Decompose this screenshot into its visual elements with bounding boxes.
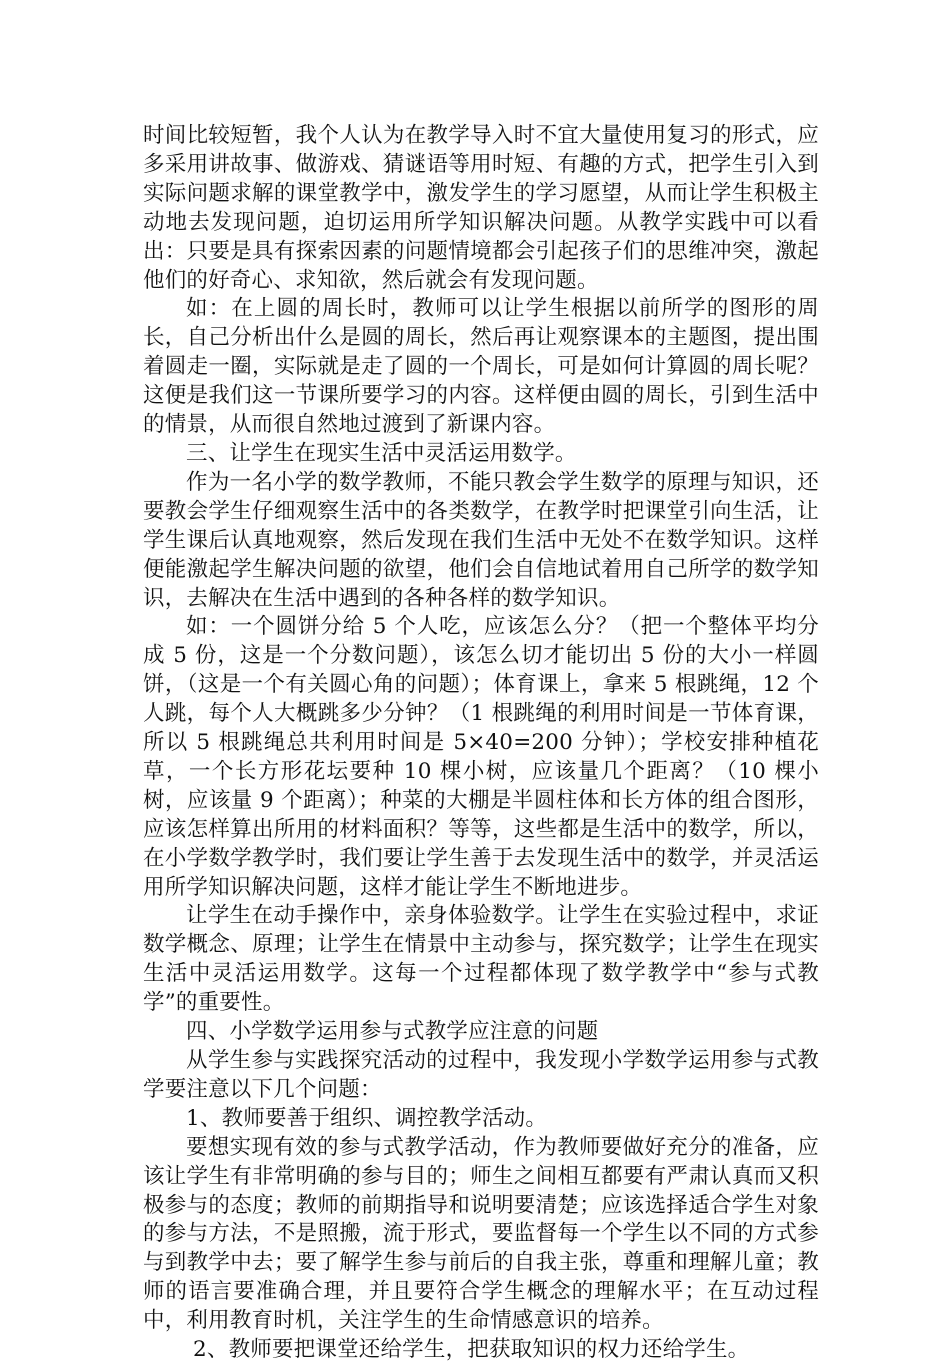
paragraph-preparation: 要想实现有效的参与式教学活动，作为教师要做好充分的准备，应该让学生有非常明确的参与目的；师生之间相互都要有严肃认真而又积极参与的态度；教师的前期指导和说明要清楚；应该选择适合学生对象的参与方法，不是照搬，流于形式，要监督每一个学生以不同的方式参与到教学中去；要了解学生参与前后的自我主张，尊重和理解儿童；教师的语言要准确合理，并且要符合学生概念的理解水平；在互动过程中，利用教育时机，关注学生的生命情感意识的培养。: [143, 1134, 819, 1334]
paragraph-continuation: 时间比较短暂，我个人认为在教学导入时不宜大量使用复习的形式，应多采用讲故事、做游戏、猜谜语等用时短、有趣的方式，把学生引入到实际问题求解的课堂教学中，激发学生的学习愿望，从而让学生积极主动地去发现问题，迫切运用所学知识解决问题。从教学实践中可以看出：只要是具有探索因素的问题情境都会引起孩子们的思维冲突，激起他们的好奇心、求知欲，然后就会有发现问题。: [143, 123, 819, 293]
paragraph-examples-life: 如：一个圆饼分给 5 个人吃，应该怎么分？（把一个整体平均分成 5 份，这是一个分数问题），该怎么切才能切出 5 份的大小一样圆饼，（这是一个有关圆心角的问题）；体育课上，拿来 5 根跳绳，12 个人跳，每个人大概跳多少分钟？（1 根跳绳的利用时间是一节体育课，所以 5 根跳绳总共利用时间是 5×40=200 分钟）；学校安排种植花草，一个长方形花坛要种 10 棵小树，应该量几个距离？（10 棵小树，应该量 9 个距离）；种菜的大棚是半圆柱体和长方体的组合图形，应该怎样算出所用的材料面积？等等，这些都是生活中的数学，所以，在小学数学教学时，我们要让学生善于去发现生活中的数学，并灵活运用所学知识解决问题，这样才能让学生不断地进步。: [143, 614, 819, 900]
subheading-one: 1、教师要善于组织、调控教学活动。: [186, 1105, 548, 1131]
paragraph-intro-issues: 从学生参与实践探究活动的过程中，我发现小学数学运用参与式教学要注意以下几个问题：: [143, 1048, 819, 1102]
subheading-two: 2、教师要把课堂还给学生，把获取知识的权力还给学生。: [193, 1337, 750, 1363]
section-heading-three: 三、让学生在现实生活中灵活运用数学。: [186, 440, 577, 466]
paragraph-example-circle: 如：在上圆的周长时，教师可以让学生根据以前所学的图形的周长，自己分析出什么是圆的周长，然后再让观察课本的主题图，提出围着圆走一圈，实际就是走了圆的一个周长，可是如何计算圆的周长呢？这便是我们这一节课所要学习的内容。这样便由圆的周长，引到生活中的情景，从而很自然地过渡到了新课内容。: [143, 296, 819, 438]
section-heading-four: 四、小学数学运用参与式教学应注意的问题: [186, 1019, 599, 1045]
document-body: [143, 122, 819, 1365]
paragraph-teacher-role: 作为一名小学的数学教师，不能只教会学生数学的原理与知识，还要教会学生仔细观察生活中的各类数学，在教学时把课堂引向生活，让学生课后认真地观察，然后发现在我们生活中无处不在数学知识。这样便能激起学生解决问题的欲望，他们会自信地试着用自己所学的数学知识，去解决在生活中遇到的各种各样的数学知识。: [143, 469, 819, 611]
paragraph-summary: 让学生在动手操作中，亲身体验数学。让学生在实验过程中，求证数学概念、原理；让学生在情景中主动参与，探究数学；让学生在现实生活中灵活运用数学。这每一个过程都体现了数学教学中“参与式教学”的重要性。: [143, 903, 819, 1016]
